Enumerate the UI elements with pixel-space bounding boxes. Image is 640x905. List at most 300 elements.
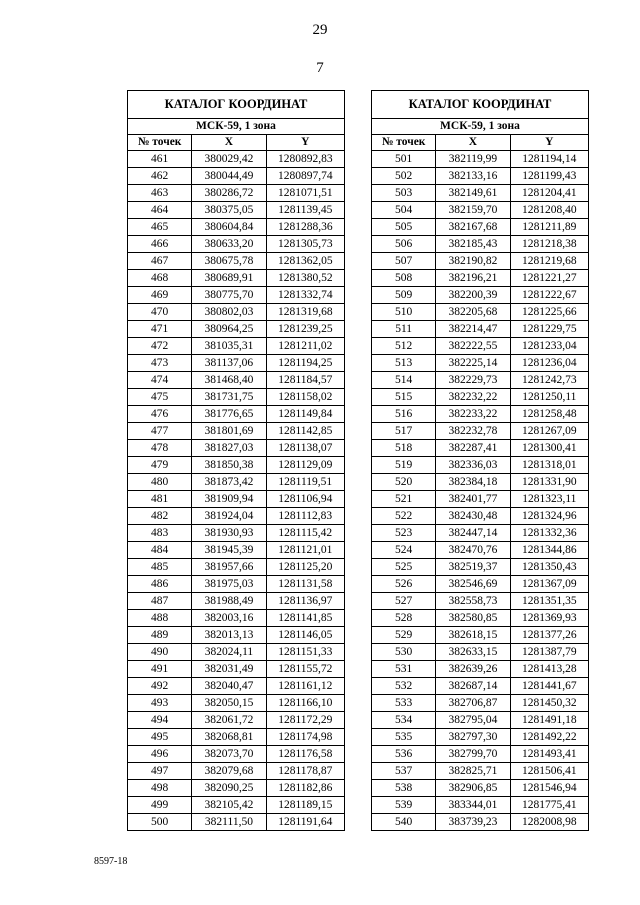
x-coordinate-cell: 382031,49 bbox=[192, 661, 266, 678]
y-coordinate-cell: 1281129,09 bbox=[266, 457, 344, 474]
x-coordinate-cell: 382050,15 bbox=[192, 695, 266, 712]
x-coordinate-cell: 382580,85 bbox=[436, 610, 510, 627]
table-row bbox=[372, 321, 589, 338]
y-coordinate-cell: 1281139,45 bbox=[266, 202, 344, 219]
table-row bbox=[372, 780, 589, 797]
x-coordinate-cell: 381945,39 bbox=[192, 542, 266, 559]
point-number-cell: 495 bbox=[128, 729, 192, 746]
catalog-title: КАТАЛОГ КООРДИНАТ bbox=[372, 91, 589, 119]
point-number-cell: 464 bbox=[128, 202, 192, 219]
x-coordinate-cell: 380633,20 bbox=[192, 236, 266, 253]
y-coordinate-cell: 1281377,26 bbox=[510, 627, 588, 644]
point-number-cell: 513 bbox=[372, 355, 436, 372]
y-coordinate-cell: 1281166,10 bbox=[266, 695, 344, 712]
table-row bbox=[128, 559, 345, 576]
y-coordinate-cell: 1281125,20 bbox=[266, 559, 344, 576]
table-row bbox=[128, 576, 345, 593]
point-number-cell: 509 bbox=[372, 287, 436, 304]
catalog-title: КАТАЛОГ КООРДИНАТ bbox=[128, 91, 345, 119]
x-coordinate-cell: 380675,78 bbox=[192, 253, 266, 270]
point-number-cell: 487 bbox=[128, 593, 192, 610]
table-row bbox=[128, 389, 345, 406]
point-number-cell: 484 bbox=[128, 542, 192, 559]
y-coordinate-cell: 1281493,41 bbox=[510, 746, 588, 763]
table-row bbox=[128, 797, 345, 814]
y-coordinate-cell: 1281221,27 bbox=[510, 270, 588, 287]
point-number-cell: 507 bbox=[372, 253, 436, 270]
point-number-cell: 540 bbox=[372, 814, 436, 831]
x-coordinate-cell: 382687,14 bbox=[436, 678, 510, 695]
table-row bbox=[128, 763, 345, 780]
x-coordinate-cell: 382558,73 bbox=[436, 593, 510, 610]
point-number-cell: 526 bbox=[372, 576, 436, 593]
x-coordinate-cell: 382795,04 bbox=[436, 712, 510, 729]
y-coordinate-cell: 1281141,85 bbox=[266, 610, 344, 627]
y-coordinate-cell: 1281222,67 bbox=[510, 287, 588, 304]
point-number-cell: 524 bbox=[372, 542, 436, 559]
table-row bbox=[372, 457, 589, 474]
point-number-cell: 503 bbox=[372, 185, 436, 202]
point-number-cell: 493 bbox=[128, 695, 192, 712]
table-row bbox=[372, 559, 589, 576]
x-coordinate-cell: 381975,03 bbox=[192, 576, 266, 593]
y-coordinate-cell: 1281119,51 bbox=[266, 474, 344, 491]
point-number-cell: 522 bbox=[372, 508, 436, 525]
table-row bbox=[128, 525, 345, 542]
table-row bbox=[128, 712, 345, 729]
x-coordinate-cell: 382447,14 bbox=[436, 525, 510, 542]
point-number-cell: 500 bbox=[128, 814, 192, 831]
table-row bbox=[372, 763, 589, 780]
point-number-cell: 476 bbox=[128, 406, 192, 423]
table-row bbox=[128, 610, 345, 627]
point-number-cell: 508 bbox=[372, 270, 436, 287]
column-header-y: Y bbox=[266, 135, 344, 151]
table-row bbox=[128, 457, 345, 474]
point-number-cell: 490 bbox=[128, 644, 192, 661]
y-coordinate-cell: 1281218,38 bbox=[510, 236, 588, 253]
point-number-cell: 539 bbox=[372, 797, 436, 814]
y-coordinate-cell: 1281194,14 bbox=[510, 151, 588, 168]
y-coordinate-cell: 1281208,40 bbox=[510, 202, 588, 219]
point-number-cell: 501 bbox=[372, 151, 436, 168]
y-coordinate-cell: 1281121,01 bbox=[266, 542, 344, 559]
point-number-cell: 506 bbox=[372, 236, 436, 253]
table-row bbox=[128, 270, 345, 287]
point-number-cell: 499 bbox=[128, 797, 192, 814]
y-coordinate-cell: 1281300,41 bbox=[510, 440, 588, 457]
table-row bbox=[372, 219, 589, 236]
y-coordinate-cell: 1281344,86 bbox=[510, 542, 588, 559]
y-coordinate-cell: 1281258,48 bbox=[510, 406, 588, 423]
x-coordinate-cell: 380964,25 bbox=[192, 321, 266, 338]
table-row bbox=[372, 474, 589, 491]
point-number-cell: 517 bbox=[372, 423, 436, 440]
point-number-cell: 538 bbox=[372, 780, 436, 797]
x-coordinate-cell: 382090,25 bbox=[192, 780, 266, 797]
y-coordinate-cell: 1281351,35 bbox=[510, 593, 588, 610]
y-coordinate-cell: 1281106,94 bbox=[266, 491, 344, 508]
page-number: 29 bbox=[312, 22, 328, 38]
y-coordinate-cell: 1281142,85 bbox=[266, 423, 344, 440]
table-row bbox=[128, 474, 345, 491]
point-number-cell: 491 bbox=[128, 661, 192, 678]
y-coordinate-cell: 1281191,64 bbox=[266, 814, 344, 831]
point-number-cell: 531 bbox=[372, 661, 436, 678]
table-row bbox=[128, 219, 345, 236]
point-number-cell: 494 bbox=[128, 712, 192, 729]
x-coordinate-cell: 382040,47 bbox=[192, 678, 266, 695]
y-coordinate-cell: 1281161,12 bbox=[266, 678, 344, 695]
x-coordinate-cell: 382797,30 bbox=[436, 729, 510, 746]
point-number-cell: 462 bbox=[128, 168, 192, 185]
y-coordinate-cell: 1281250,11 bbox=[510, 389, 588, 406]
point-number-cell: 472 bbox=[128, 338, 192, 355]
point-number-cell: 492 bbox=[128, 678, 192, 695]
y-coordinate-cell: 1281071,51 bbox=[266, 185, 344, 202]
table-row bbox=[372, 151, 589, 168]
table-row bbox=[372, 610, 589, 627]
y-coordinate-cell: 1281546,94 bbox=[510, 780, 588, 797]
point-number-cell: 478 bbox=[128, 440, 192, 457]
x-coordinate-cell: 382133,16 bbox=[436, 168, 510, 185]
point-number-cell: 482 bbox=[128, 508, 192, 525]
table-row bbox=[128, 338, 345, 355]
y-coordinate-cell: 1281225,66 bbox=[510, 304, 588, 321]
catalog-subtitle: МСК-59, 1 зона bbox=[372, 119, 589, 135]
table-row bbox=[128, 372, 345, 389]
point-number-cell: 497 bbox=[128, 763, 192, 780]
y-coordinate-cell: 1281323,11 bbox=[510, 491, 588, 508]
table-row bbox=[372, 491, 589, 508]
y-coordinate-cell: 1281380,52 bbox=[266, 270, 344, 287]
column-header-x: X bbox=[436, 135, 510, 151]
table-row bbox=[128, 287, 345, 304]
x-coordinate-cell: 381988,49 bbox=[192, 593, 266, 610]
x-coordinate-cell: 382233,22 bbox=[436, 406, 510, 423]
x-coordinate-cell: 382336,03 bbox=[436, 457, 510, 474]
x-coordinate-cell: 381776,65 bbox=[192, 406, 266, 423]
table-row bbox=[372, 338, 589, 355]
x-coordinate-cell: 380604,84 bbox=[192, 219, 266, 236]
x-coordinate-cell: 381873,42 bbox=[192, 474, 266, 491]
x-coordinate-cell: 381035,31 bbox=[192, 338, 266, 355]
point-number-cell: 536 bbox=[372, 746, 436, 763]
x-coordinate-cell: 382200,39 bbox=[436, 287, 510, 304]
x-coordinate-cell: 381801,69 bbox=[192, 423, 266, 440]
point-number-cell: 535 bbox=[372, 729, 436, 746]
point-number-cell: 488 bbox=[128, 610, 192, 627]
y-coordinate-cell: 1281319,68 bbox=[266, 304, 344, 321]
x-coordinate-cell: 382906,85 bbox=[436, 780, 510, 797]
table-row bbox=[128, 236, 345, 253]
point-number-cell: 533 bbox=[372, 695, 436, 712]
table-row bbox=[372, 542, 589, 559]
y-coordinate-cell: 1281199,43 bbox=[510, 168, 588, 185]
x-coordinate-cell: 382639,26 bbox=[436, 661, 510, 678]
x-coordinate-cell: 382430,48 bbox=[436, 508, 510, 525]
x-coordinate-cell: 382618,15 bbox=[436, 627, 510, 644]
x-coordinate-cell: 382799,70 bbox=[436, 746, 510, 763]
x-coordinate-cell: 382519,37 bbox=[436, 559, 510, 576]
point-number-cell: 537 bbox=[372, 763, 436, 780]
point-number-cell: 475 bbox=[128, 389, 192, 406]
table-row bbox=[128, 423, 345, 440]
x-coordinate-cell: 382214,47 bbox=[436, 321, 510, 338]
y-coordinate-cell: 1281491,18 bbox=[510, 712, 588, 729]
table-row bbox=[128, 304, 345, 321]
point-number-cell: 512 bbox=[372, 338, 436, 355]
table-row bbox=[372, 678, 589, 695]
x-coordinate-cell: 381137,06 bbox=[192, 355, 266, 372]
x-coordinate-cell: 380775,70 bbox=[192, 287, 266, 304]
y-coordinate-cell: 1281350,43 bbox=[510, 559, 588, 576]
table-row bbox=[372, 253, 589, 270]
table-row bbox=[372, 644, 589, 661]
x-coordinate-cell: 383739,23 bbox=[436, 814, 510, 831]
point-number-cell: 489 bbox=[128, 627, 192, 644]
y-coordinate-cell: 1281112,83 bbox=[266, 508, 344, 525]
table-row bbox=[128, 678, 345, 695]
x-coordinate-cell: 380286,72 bbox=[192, 185, 266, 202]
y-coordinate-cell: 1281172,29 bbox=[266, 712, 344, 729]
y-coordinate-cell: 1281229,75 bbox=[510, 321, 588, 338]
x-coordinate-cell: 382706,87 bbox=[436, 695, 510, 712]
y-coordinate-cell: 1281219,68 bbox=[510, 253, 588, 270]
x-coordinate-cell: 382003,16 bbox=[192, 610, 266, 627]
x-coordinate-cell: 382196,21 bbox=[436, 270, 510, 287]
table-row bbox=[372, 406, 589, 423]
x-coordinate-cell: 382073,70 bbox=[192, 746, 266, 763]
y-coordinate-cell: 1281174,98 bbox=[266, 729, 344, 746]
y-coordinate-cell: 1281236,04 bbox=[510, 355, 588, 372]
y-coordinate-cell: 1281369,93 bbox=[510, 610, 588, 627]
table-row bbox=[128, 780, 345, 797]
x-coordinate-cell: 382068,81 bbox=[192, 729, 266, 746]
x-coordinate-cell: 382633,15 bbox=[436, 644, 510, 661]
table-row bbox=[372, 797, 589, 814]
table-row bbox=[372, 185, 589, 202]
x-coordinate-cell: 382119,99 bbox=[436, 151, 510, 168]
point-number-cell: 504 bbox=[372, 202, 436, 219]
x-coordinate-cell: 382149,61 bbox=[436, 185, 510, 202]
y-coordinate-cell: 1281267,09 bbox=[510, 423, 588, 440]
point-number-cell: 529 bbox=[372, 627, 436, 644]
x-coordinate-cell: 382061,72 bbox=[192, 712, 266, 729]
y-coordinate-cell: 1281178,87 bbox=[266, 763, 344, 780]
x-coordinate-cell: 382024,11 bbox=[192, 644, 266, 661]
y-coordinate-cell: 1281775,41 bbox=[510, 797, 588, 814]
table-row bbox=[128, 695, 345, 712]
point-number-cell: 534 bbox=[372, 712, 436, 729]
point-number-cell: 485 bbox=[128, 559, 192, 576]
x-coordinate-cell: 381930,93 bbox=[192, 525, 266, 542]
x-coordinate-cell: 382225,14 bbox=[436, 355, 510, 372]
point-number-cell: 502 bbox=[372, 168, 436, 185]
point-number-cell: 474 bbox=[128, 372, 192, 389]
x-coordinate-cell: 382159,70 bbox=[436, 202, 510, 219]
point-number-cell: 468 bbox=[128, 270, 192, 287]
y-coordinate-cell: 1281115,42 bbox=[266, 525, 344, 542]
x-coordinate-cell: 380689,91 bbox=[192, 270, 266, 287]
table-row bbox=[372, 814, 589, 831]
x-coordinate-cell: 382105,42 bbox=[192, 797, 266, 814]
y-coordinate-cell: 1281331,90 bbox=[510, 474, 588, 491]
point-number-cell: 471 bbox=[128, 321, 192, 338]
x-coordinate-cell: 382229,73 bbox=[436, 372, 510, 389]
table-row bbox=[128, 729, 345, 746]
table-row bbox=[128, 644, 345, 661]
point-number-cell: 515 bbox=[372, 389, 436, 406]
point-number-cell: 483 bbox=[128, 525, 192, 542]
coordinate-catalog-left bbox=[127, 90, 345, 831]
point-number-cell: 479 bbox=[128, 457, 192, 474]
point-number-cell: 477 bbox=[128, 423, 192, 440]
table-row bbox=[128, 814, 345, 831]
table-row bbox=[372, 661, 589, 678]
y-coordinate-cell: 1281441,67 bbox=[510, 678, 588, 695]
y-coordinate-cell: 1281492,22 bbox=[510, 729, 588, 746]
table-row bbox=[128, 151, 345, 168]
point-number-cell: 465 bbox=[128, 219, 192, 236]
catalog-subtitle: МСК-59, 1 зона bbox=[128, 119, 345, 135]
y-coordinate-cell: 1281305,73 bbox=[266, 236, 344, 253]
y-coordinate-cell: 1281189,15 bbox=[266, 797, 344, 814]
y-coordinate-cell: 1281387,79 bbox=[510, 644, 588, 661]
point-number-cell: 532 bbox=[372, 678, 436, 695]
table-row bbox=[372, 712, 589, 729]
y-coordinate-cell: 1281233,04 bbox=[510, 338, 588, 355]
table-row bbox=[372, 576, 589, 593]
table-row bbox=[128, 440, 345, 457]
x-coordinate-cell: 381909,94 bbox=[192, 491, 266, 508]
x-coordinate-cell: 380044,49 bbox=[192, 168, 266, 185]
table-row bbox=[372, 372, 589, 389]
point-number-cell: 530 bbox=[372, 644, 436, 661]
y-coordinate-cell: 1281136,97 bbox=[266, 593, 344, 610]
x-coordinate-cell: 382222,55 bbox=[436, 338, 510, 355]
x-coordinate-cell: 382205,68 bbox=[436, 304, 510, 321]
y-coordinate-cell: 1281318,01 bbox=[510, 457, 588, 474]
table-row bbox=[372, 508, 589, 525]
point-number-cell: 473 bbox=[128, 355, 192, 372]
table-row bbox=[372, 287, 589, 304]
point-number-cell: 466 bbox=[128, 236, 192, 253]
point-number-cell: 528 bbox=[372, 610, 436, 627]
x-coordinate-cell: 380802,03 bbox=[192, 304, 266, 321]
x-coordinate-cell: 381731,75 bbox=[192, 389, 266, 406]
y-coordinate-cell: 1281450,32 bbox=[510, 695, 588, 712]
point-number-cell: 461 bbox=[128, 151, 192, 168]
table-row bbox=[128, 627, 345, 644]
table-row bbox=[128, 661, 345, 678]
point-number-cell: 511 bbox=[372, 321, 436, 338]
column-header-point: № точек bbox=[372, 135, 436, 151]
point-number-cell: 469 bbox=[128, 287, 192, 304]
point-number-cell: 498 bbox=[128, 780, 192, 797]
x-coordinate-cell: 382232,22 bbox=[436, 389, 510, 406]
table-row bbox=[372, 304, 589, 321]
table-row bbox=[372, 627, 589, 644]
point-number-cell: 481 bbox=[128, 491, 192, 508]
point-number-cell: 496 bbox=[128, 746, 192, 763]
table-row bbox=[128, 168, 345, 185]
sub-page-number: 7 bbox=[316, 60, 324, 76]
y-coordinate-cell: 1281138,07 bbox=[266, 440, 344, 457]
y-coordinate-cell: 1281146,05 bbox=[266, 627, 344, 644]
y-coordinate-cell: 1281239,25 bbox=[266, 321, 344, 338]
table-row bbox=[128, 593, 345, 610]
point-number-cell: 527 bbox=[372, 593, 436, 610]
column-header-point: № точек bbox=[128, 135, 192, 151]
table-row bbox=[128, 355, 345, 372]
point-number-cell: 463 bbox=[128, 185, 192, 202]
point-number-cell: 518 bbox=[372, 440, 436, 457]
table-row bbox=[128, 253, 345, 270]
x-coordinate-cell: 380029,42 bbox=[192, 151, 266, 168]
table-row bbox=[128, 542, 345, 559]
x-coordinate-cell: 382167,68 bbox=[436, 219, 510, 236]
x-coordinate-cell: 382384,18 bbox=[436, 474, 510, 491]
y-coordinate-cell: 1280897,74 bbox=[266, 168, 344, 185]
x-coordinate-cell: 381827,03 bbox=[192, 440, 266, 457]
y-coordinate-cell: 1281176,58 bbox=[266, 746, 344, 763]
y-coordinate-cell: 1280892,83 bbox=[266, 151, 344, 168]
x-coordinate-cell: 382470,76 bbox=[436, 542, 510, 559]
point-number-cell: 510 bbox=[372, 304, 436, 321]
table-row bbox=[372, 525, 589, 542]
table-row bbox=[372, 355, 589, 372]
x-coordinate-cell: 382287,41 bbox=[436, 440, 510, 457]
y-coordinate-cell: 1281367,09 bbox=[510, 576, 588, 593]
table-row bbox=[128, 202, 345, 219]
x-coordinate-cell: 382825,71 bbox=[436, 763, 510, 780]
table-row bbox=[372, 695, 589, 712]
table-row bbox=[128, 508, 345, 525]
y-coordinate-cell: 1281332,36 bbox=[510, 525, 588, 542]
column-header-y: Y bbox=[510, 135, 588, 151]
column-header-x: X bbox=[192, 135, 266, 151]
table-row bbox=[372, 593, 589, 610]
y-coordinate-cell: 1281182,86 bbox=[266, 780, 344, 797]
x-coordinate-cell: 382111,50 bbox=[192, 814, 266, 831]
x-coordinate-cell: 382232,78 bbox=[436, 423, 510, 440]
point-number-cell: 470 bbox=[128, 304, 192, 321]
document-code: 8597-18 bbox=[94, 856, 128, 867]
point-number-cell: 514 bbox=[372, 372, 436, 389]
y-coordinate-cell: 1281506,41 bbox=[510, 763, 588, 780]
y-coordinate-cell: 1281131,58 bbox=[266, 576, 344, 593]
point-number-cell: 505 bbox=[372, 219, 436, 236]
y-coordinate-cell: 1281158,02 bbox=[266, 389, 344, 406]
y-coordinate-cell: 1281149,84 bbox=[266, 406, 344, 423]
y-coordinate-cell: 1281151,33 bbox=[266, 644, 344, 661]
y-coordinate-cell: 1281242,73 bbox=[510, 372, 588, 389]
point-number-cell: 516 bbox=[372, 406, 436, 423]
y-coordinate-cell: 1281184,57 bbox=[266, 372, 344, 389]
table-row bbox=[128, 491, 345, 508]
x-coordinate-cell: 382190,82 bbox=[436, 253, 510, 270]
table-row bbox=[372, 729, 589, 746]
table-row bbox=[372, 423, 589, 440]
point-number-cell: 480 bbox=[128, 474, 192, 491]
point-number-cell: 525 bbox=[372, 559, 436, 576]
y-coordinate-cell: 1281332,74 bbox=[266, 287, 344, 304]
table-row bbox=[372, 440, 589, 457]
y-coordinate-cell: 1281204,41 bbox=[510, 185, 588, 202]
x-coordinate-cell: 380375,05 bbox=[192, 202, 266, 219]
y-coordinate-cell: 1281362,05 bbox=[266, 253, 344, 270]
